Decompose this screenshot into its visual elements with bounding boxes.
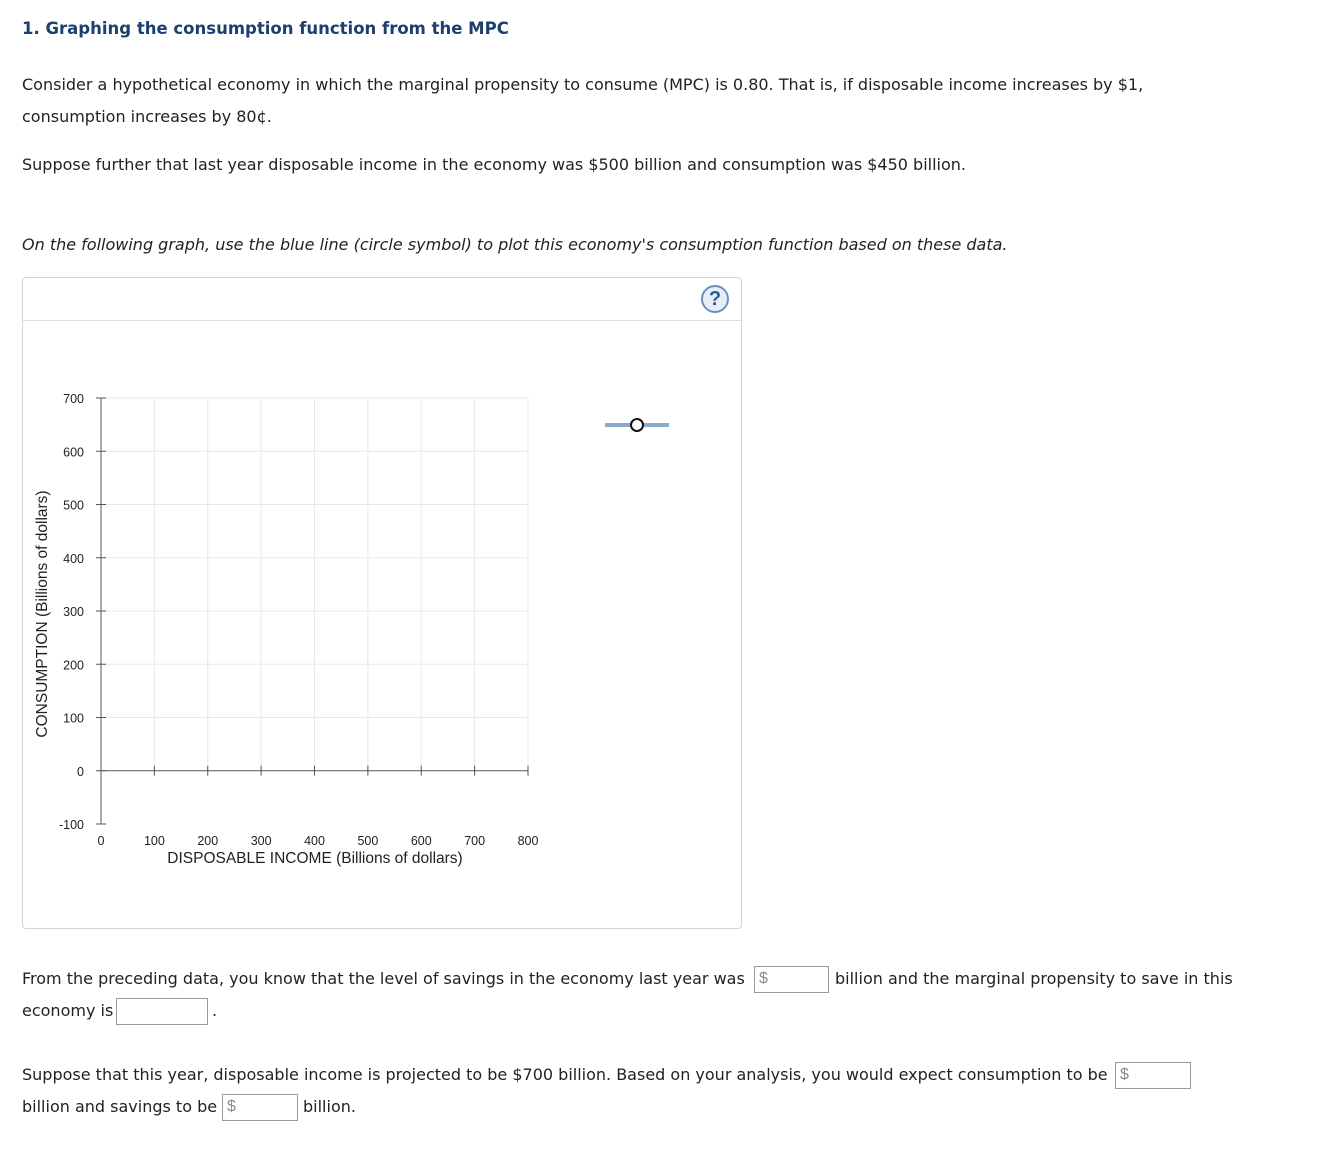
mps-input[interactable] (116, 998, 208, 1025)
chart-tick-labels (59, 392, 539, 848)
y-tick-label: 600 (63, 445, 84, 460)
x-tick-label: 600 (410, 834, 432, 848)
y-tick-label: 400 (63, 551, 84, 566)
help-icon[interactable]: ? (701, 285, 729, 313)
question-1-period: . (212, 1001, 218, 1020)
dollar-sign: $ (1120, 1066, 1129, 1083)
intro-text-line-2: consumption increases by 80¢. (22, 107, 272, 126)
savings-projected-field[interactable] (241, 1097, 297, 1120)
y-axis-label: CONSUMPTION (Billions of dollars) (34, 490, 51, 738)
dollar-sign: $ (227, 1098, 236, 1115)
intro-text-line-3: Suppose further that last year disposable income in the economy was $500 billion and consumption was $450 billion. (22, 155, 967, 174)
consumption-field[interactable] (1134, 1065, 1190, 1088)
dollar-sign: $ (759, 970, 768, 987)
y-tick-label: 0 (77, 764, 84, 779)
graph-instruction: On the following graph, use the blue line (circle symbol) to plot this economy's consumption function based on these data. (22, 235, 1008, 254)
y-tick-label: 300 (63, 605, 84, 619)
question-1-text: From the preceding data, you know that the level of savings in the economy last year was (22, 969, 745, 988)
x-tick-label: 800 (517, 834, 539, 848)
question-2-line-2: billion and savings to be (22, 1097, 218, 1116)
intro-text-line-1: Consider a hypothetical economy in which the marginal propensity to consume (MPC) is 0.80. That is, if disposable income increases by $1, (22, 75, 1144, 94)
x-tick-label: 200 (197, 834, 219, 848)
x-tick-label: 0 (97, 834, 105, 848)
consumption-chart[interactable] (0, 0, 760, 940)
savings-projected-input[interactable] (222, 1094, 298, 1121)
x-tick-label: 500 (357, 834, 379, 848)
y-tick-label: 200 (63, 658, 84, 673)
consumption-input[interactable] (1115, 1062, 1191, 1089)
legend-blue-line-circle[interactable] (605, 419, 669, 431)
y-tick-label: -100 (58, 818, 84, 832)
question-2-text: Suppose that this year, disposable income is projected to be $700 billion. Based on your analysis, you would expect consumption to be (22, 1065, 1108, 1084)
page-title: 1. Graphing the consumption function from the MPC (22, 19, 509, 38)
y-tick-label: 100 (63, 711, 84, 726)
chart-grid (101, 398, 528, 771)
x-tick-label: 100 (143, 834, 165, 848)
legend-circle-marker[interactable] (631, 419, 643, 431)
mps-field[interactable] (120, 1001, 206, 1024)
savings-input[interactable] (754, 966, 829, 993)
question-2-after: billion. (303, 1097, 356, 1116)
y-tick-label: 700 (63, 392, 84, 406)
x-tick-label: 700 (464, 834, 486, 848)
x-tick-label: 400 (304, 834, 325, 848)
y-tick-label: 500 (63, 498, 84, 513)
question-1-text-after: billion and the marginal propensity to save in this (835, 969, 1233, 988)
x-tick-label: 300 (250, 834, 272, 848)
x-axis-label: DISPOSABLE INCOME (Billions of dollars) (167, 850, 463, 867)
savings-field[interactable] (773, 969, 828, 992)
question-1-line-2: economy is (22, 1001, 114, 1020)
